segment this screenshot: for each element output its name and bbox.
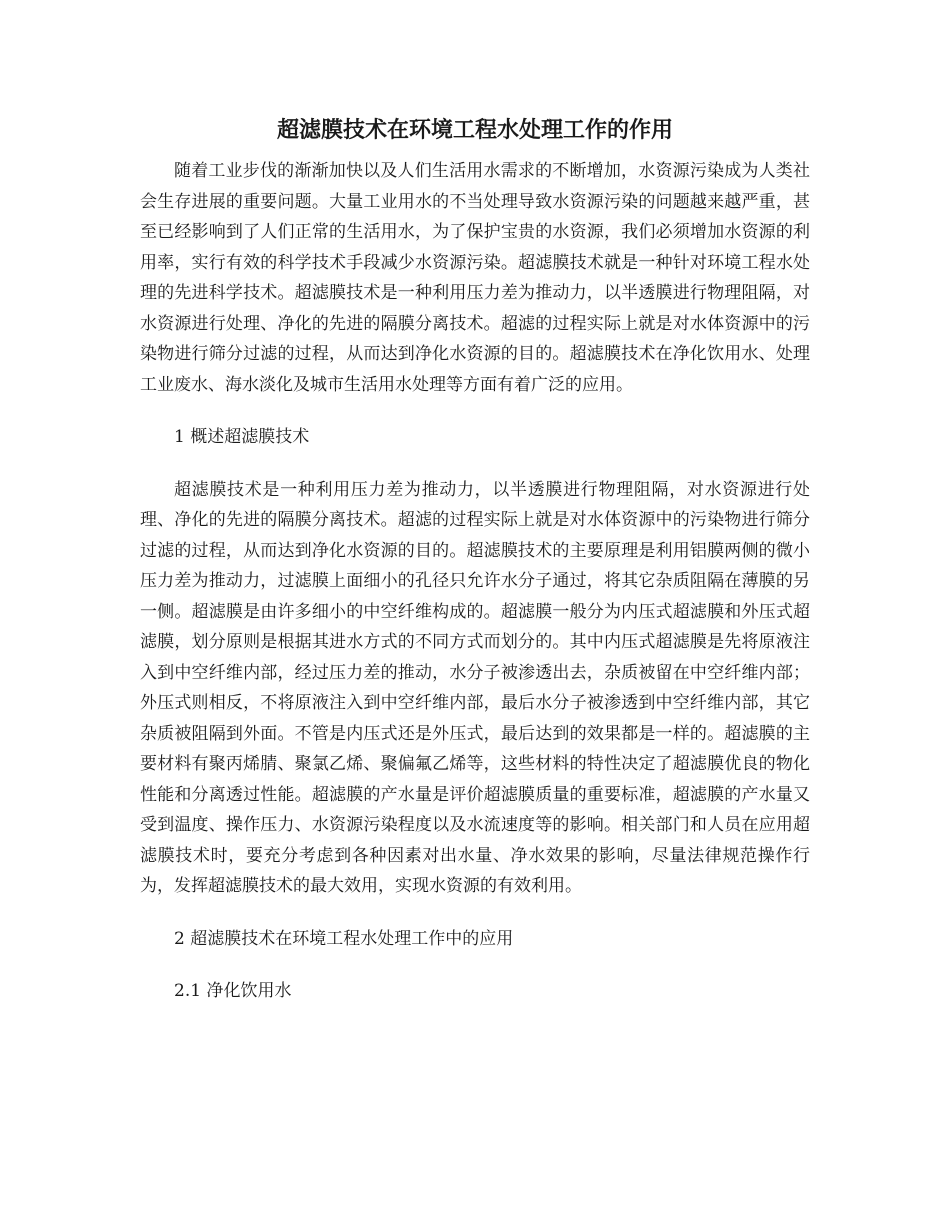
document-title: 超滤膜技术在环境工程水处理工作的作用: [276, 117, 673, 143]
intro-paragraph: 随着工业步伐的渐渐加快以及人们生活用水需求的不断增加，水资源污染成为人类社会生存进展的重要问题。大量工业用水的不当处理导致水资源污染的问题越来越严重，甚至已经影响到了人们正常的生活用水，为了保护宝贵的水资源，我们必须增加水资源的利用率，实行有效的科学技术手段减少水资源污染。超滤膜技术就是一种针对环境工程水处理的先进科学技术。超滤膜技术是一种利用压力差为推动力，以半透膜进行物理阻隔，对水资源进行处理、净化的先进的隔膜分离技术。超滤的过程实际上就是对水体资源中的污染物进行筛分过滤的过程，从而达到净化水资源的目的。超滤膜技术在净化饮用水、处理工业废水、海水淡化及城市生活用水处理等方面有着广泛的应用。: [140, 161, 810, 395]
section-1-heading: 1 概述超滤膜技术: [174, 427, 310, 447]
section-2-heading: 2 超滤膜技术在环境工程水处理工作中的应用: [174, 928, 514, 949]
document-body: [140, 110, 810, 1007]
section-2-1-heading: 2.1 净化饮用水: [174, 981, 292, 1001]
section-1-paragraph: 超滤膜技术是一种利用压力差为推动力，以半透膜进行物理阻隔，对水资源进行处理、净化的先进的隔膜分离技术。超滤的过程实际上就是对水体资源中的污染物进行筛分过滤的过程，从而达到净化水资源的目的。超滤膜技术的主要原理是利用铝膜两侧的微小压力差为推动力，过滤膜上面细小的孔径只允许水分子通过，将其它杂质阻隔在薄膜的另一侧。超滤膜是由许多细小的中空纤维构成的。超滤膜一般分为内压式超滤膜和外压式超滤膜，划分原则是根据其进水方式的不同方式而划分的。其中内压式超滤膜是先将原液注入到中空纤维内部，经过压力差的推动，水分子被渗透出去，杂质被留在中空纤维内部；外压式则相反，不将原液注入到中空纤维内部，最后水分子被渗透到中空纤维内部，其它杂质被阻隔到外面。不管是内压式还是外压式，最后达到的效果都是一样的。超滤膜的主要材料有聚丙烯腈、聚氯乙烯、聚偏氟乙烯等，这些材料的特性决定了超滤膜优良的物化性能和分离透过性能。超滤膜的产水量是评价超滤膜质量的重要标准，超滤膜的产水量又受到温度、操作压力、水资源污染程度以及水流速度等的影响。相关部门和人员在应用超滤膜技术时，要充分考虑到各种因素对出水量、净水效果的影响，尽量法律规范操作行为，发挥超滤膜技术的最大效用，实现水资源的有效利用。: [140, 479, 810, 896]
